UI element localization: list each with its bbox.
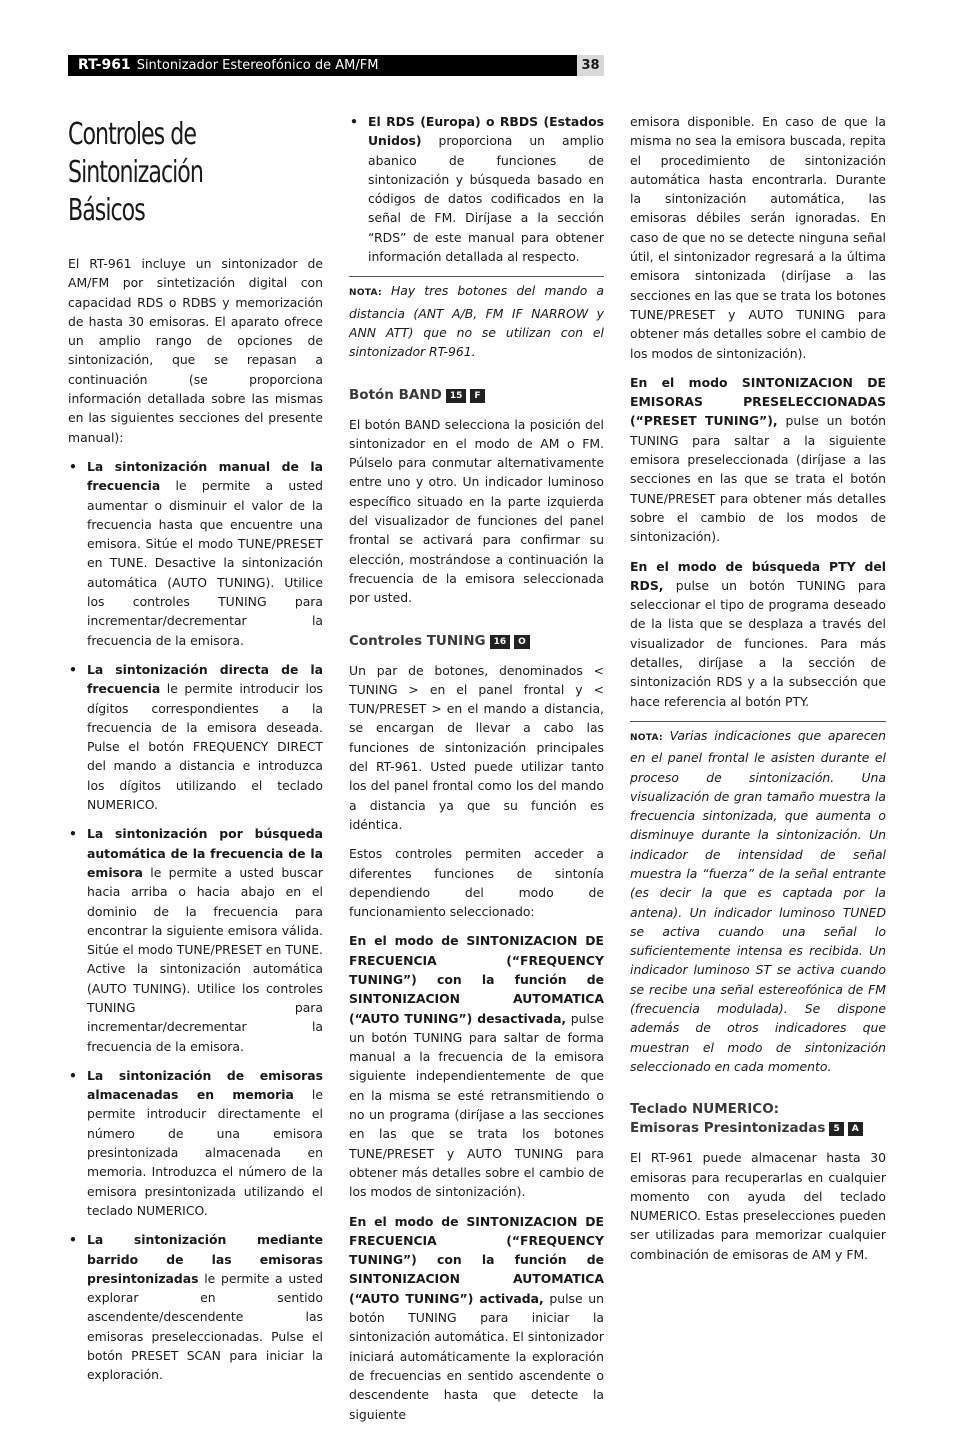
column-3 [630, 112, 886, 1274]
model-name: RT-961 [78, 57, 131, 73]
keypad-heading: Teclado NUMERICO: Emisoras Presintonizadas 5 A [630, 1100, 886, 1138]
intro-paragraph: El RT-961 incluye un sintonizador de AM/FM por sintetización digital con capacidad RDS o RDBS y memorización de hasta 30 emisoras. El aparato ofrece un amplio rango de opciones de sintonización, que se repasan a continuación (se proporciona información detallada sobre las mismas en las siguientes secciones del presente manual): [68, 256, 323, 445]
band-paragraph: El botón BAND selecciona la posición del sintonizador en el modo de AM o FM. Púlselo para conmutar alternativamente entre uno y otro. Un indicador luminoso específico situado en la parte izquierda del visualizador de funciones del panel frontal se activará para confirmar su elección, mostrándose a continuación la frecuencia de la emisora seleccionada por usted. [349, 416, 604, 606]
note-box: NOTA: Hay tres botones del mando a distancia (ANT A/B, FM IF NARROW y ANN ATT) que no se utilizan con el sintonizador RT-961. [349, 276, 604, 361]
reference-tag: F [470, 389, 484, 403]
column-1 [68, 112, 323, 1395]
mode-paragraph: En el modo SINTONIZACION DE EMISORAS PRESELECCIONADAS (“PRESET TUNING”), pulse un botón TUNING para saltar a la siguiente emisora preseleccionada (diríjase a las secciones en las que se trata el botón TUNE/PRESET para obtener más detalles sobre el cambio de los modos de sintonización). [630, 374, 887, 545]
reference-tag: O [514, 635, 530, 649]
mode-paragraph: En el modo de SINTONIZACION DE FRECUENCIA (“FREQUENCY TUNING”) con la función de SINTONIZACION AUTOMATICA (“AUTO TUNING”) activada, pulse un botón TUNING para iniciar la sintonización automática. El sintonizador iniciará automáticamente la exploración de frecuencias en sentido ascendente o descendente hasta que detecte la siguiente [349, 1213, 605, 1422]
band-heading: Botón BAND 15 F [349, 386, 604, 405]
mode-paragraph: En el modo de búsqueda PTY del RDS, pulse un botón TUNING para seleccionar el tipo de programa deseado de la lista que se desplaza a través del visualizador de funciones. Para más detalles, diríjase a la sección de sintonización RDS y a la subsección que hace referencia al botón PTY. [630, 558, 886, 709]
column-2 [349, 112, 604, 1434]
reference-tag: A [848, 1122, 863, 1136]
header-subtitle: Sintonizador Estereofónico de AM/FM [136, 58, 379, 73]
page-title: Controles de Sintonización Básicos [68, 117, 203, 228]
reference-tag: 16 [490, 635, 511, 649]
tuning-paragraph: Un par de botones, denominados < TUNING > en el panel frontal y < TUN/PRESET > en el mando a distancia, se encargan de llevar a cabo las funciones de sintonización principales del RT-961. Usted puede utilizar tanto los del panel frontal como los del mando a distancia ya que su función es idéntica. [349, 662, 604, 832]
mode-paragraph: En el modo de SINTONIZACION DE FRECUENCIA (“FREQUENCY TUNING”) con la función de SINTONIZACION AUTOMATICA (“AUTO TUNING”) desactivada, pulse un botón TUNING para saltar de forma manual a la frecuencia de la emisora siguiente independientemente de que en la misma se esté retransmitiendo o no un programa (diríjase a las secciones en las que se trata los botones TUNE/PRESET y AUTO TUNING para obtener más detalles sobre el cambio de los modos de sintonización). [349, 933, 604, 1200]
page-number: 38 [577, 55, 604, 76]
tuning-paragraph: Estos controles permiten acceder a diferentes funciones de sintonía dependiendo del modo de funcionamiento seleccionado: [349, 846, 604, 920]
list-item: • La sintonización de emisoras almacenadas en memoria le permite introducir directamente el número de una emisora presintonizada almacenada en memoria. Introduzca el número de la emisora presintonizada utilizando el teclado NUMERICO. [69, 1067, 323, 1218]
page-header [68, 55, 577, 76]
keypad-paragraph: El RT-961 puede almacenar hasta 30 emisoras para recuperarlas en cualquier momento con ayuda del teclado NUMERICO. Estas preselecciones pueden ser utilizadas para memorizar cualquier combinación de emisoras de AM y FM. [630, 1150, 886, 1262]
list-item: • La sintonización directa de la frecuencia le permite introducir los dígitos correspondientes a la frecuencia de la emisora deseada. Pulse el botón FREQUENCY DIRECT del mando a distancia e introduzca los dígitos utilizando el teclado NUMERICO. [69, 661, 323, 813]
list-item: • La sintonización mediante barrido de las emisoras presintonizadas le permite a usted explorar en sentido ascendente/descendente las emisoras preseleccionadas. Pulse el botón PRESET SCAN para iniciar la exploración. [69, 1232, 323, 1383]
reference-tag: 5 [829, 1122, 843, 1136]
tuning-options-list [68, 457, 323, 1385]
reference-tag: 15 [446, 389, 467, 403]
list-item: • La sintonización por búsqueda automática de la frecuencia de la emisora le permite a usted buscar hacia arriba o hacia abajo en el dominio de la frecuencia para encontrar la siguiente emisora válida. Sitúe el modo TUNE/PRESET en TUNE. Active la sintonización automática (AUTO TUNING). Utilice los controles TUNING para incrementar/decrementar la frecuencia de la emisora. [69, 826, 323, 1054]
tuning-heading: Controles TUNING 16 O [349, 632, 604, 651]
list-item: • La sintonización manual de la frecuencia le permite a usted aumentar o disminuir el valor de la frecuencia hasta que encuentre una emisora. Sitúe el modo TUNE/PRESET en TUNE. Desactive la sintonización automática (AUTO TUNING). Utilice los controles TUNING para incrementar/decrementar la frecuencia de la emisora. [69, 458, 323, 648]
continued-paragraph: emisora disponible. En caso de que la misma no sea la emisora buscada, repita el procedimiento de sintonización automática hasta encontrarla. Durante la sintonización automática, las emisoras débiles serán ignoradas. En caso de que no se detecte ninguna señal útil, el sintonizador regresará a la última emisora sintonizada (diríjase a las secciones en las que se trata los botones TUNE/PRESET y AUTO TUNING para obtener más detalles sobre el cambio de los modos de sintonización). [630, 114, 886, 361]
list-item: • El RDS (Europa) o RBDS (Estados Unidos) proporciona un amplio abanico de funciones de sintonización y búsqueda basado en códigos de datos codificados en la señal de FM. Diríjase a la sección “RDS” de este manual para obtener información detallada al respecto. [350, 114, 604, 265]
note-box: NOTA: Varias indicaciones que aparecen en el panel frontal le asisten durante el proceso de sintonización. Una visualización de gran tamaño muestra la frecuencia sintonizada, que aumenta o disminuye durante la sintonización. Un indicador de intensidad de señal muestra la “fuerza” de la señal entrante (es decir la que es captada por la antena). Un indicador luminoso TUNED se activa cuando una señal lo suficientemente intensa es recibida. Un indicador luminoso ST se activa cuando se recibe una señal estereofónica de FM (frecuencia modulada). Se dispone además de otros indicadores que muestran el modo de sintonización seleccionado en cada momento. [630, 721, 886, 1076]
